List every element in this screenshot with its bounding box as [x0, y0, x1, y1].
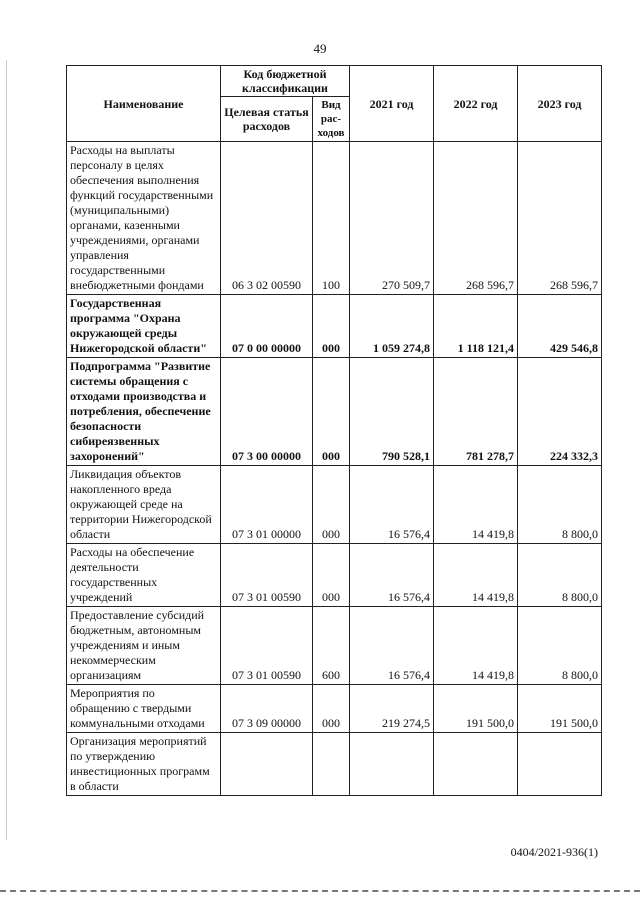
row-code [221, 733, 313, 796]
row-name: Организация мероприятий по утверждению инвестиционных программ в области [67, 733, 221, 796]
row-2023: 429 546,8 [518, 295, 602, 358]
header-2023: 2023 год [518, 66, 602, 142]
row-kind: 000 [313, 685, 350, 733]
table-row [67, 733, 602, 796]
table-row [67, 466, 602, 544]
scan-edge-line [0, 890, 640, 894]
header-kind: Вид рас-ходов [313, 97, 350, 142]
row-name: Подпрограмма "Развитие системы обращения с отходами производства и потребления, обеспечение безопасности сибиреязвенных захоронений" [67, 358, 221, 466]
table-row [67, 295, 602, 358]
row-2022: 268 596,7 [434, 142, 518, 295]
row-2021: 16 576,4 [350, 466, 434, 544]
table-row [67, 142, 602, 295]
header-code-group: Код бюджетной классификации [221, 66, 350, 97]
row-2021: 16 576,4 [350, 607, 434, 685]
row-2022: 1 118 121,4 [434, 295, 518, 358]
header-2021: 2021 год [350, 66, 434, 142]
row-kind [313, 733, 350, 796]
row-name: Расходы на выплаты персоналу в целях обеспечения выполнения функций государственными (муниципальными) органами, казенными учреждениями, органами управления государственными внебюджетными фондами [67, 142, 221, 295]
page-number: 49 [313, 41, 327, 56]
row-code: 07 3 09 00000 [221, 685, 313, 733]
row-2023: 8 800,0 [518, 466, 602, 544]
row-2021 [350, 733, 434, 796]
row-2022: 14 419,8 [434, 607, 518, 685]
table-body [67, 142, 602, 796]
row-2021: 16 576,4 [350, 544, 434, 607]
row-2022: 14 419,8 [434, 466, 518, 544]
header-2022: 2022 год [434, 66, 518, 142]
row-2023: 8 800,0 [518, 607, 602, 685]
row-kind: 000 [313, 295, 350, 358]
row-2022 [434, 733, 518, 796]
row-code: 07 3 01 00000 [221, 466, 313, 544]
row-name: Ликвидация объектов накопленного вреда окружающей среде на территории Нижегородской области [67, 466, 221, 544]
row-kind: 100 [313, 142, 350, 295]
table-header [67, 66, 602, 142]
budget-table [66, 65, 602, 796]
row-name: Мероприятия по обращению с твердыми коммунальными отходами [67, 685, 221, 733]
row-code: 06 3 02 00590 [221, 142, 313, 295]
row-name: Государственная программа "Охрана окружающей среды Нижегородской области" [67, 295, 221, 358]
row-code: 07 3 00 00000 [221, 358, 313, 466]
row-2023: 224 332,3 [518, 358, 602, 466]
document-code: 0404/2021-936(1) [510, 845, 598, 859]
row-kind: 000 [313, 358, 350, 466]
row-2023: 8 800,0 [518, 544, 602, 607]
row-2022: 14 419,8 [434, 544, 518, 607]
table-row [67, 544, 602, 607]
scan-margin-line [6, 60, 7, 840]
row-2022: 781 278,7 [434, 358, 518, 466]
row-2021: 1 059 274,8 [350, 295, 434, 358]
row-kind: 600 [313, 607, 350, 685]
table-row [67, 685, 602, 733]
row-code: 07 3 01 00590 [221, 544, 313, 607]
row-2023: 268 596,7 [518, 142, 602, 295]
row-code: 07 0 00 00000 [221, 295, 313, 358]
header-name: Наименование [67, 66, 221, 142]
row-kind: 000 [313, 544, 350, 607]
header-code: Целевая статья расходов [221, 97, 313, 142]
row-2021: 790 528,1 [350, 358, 434, 466]
row-name: Предоставление субсидий бюджетным, автономным учреждениям и иным некоммерческим организациям [67, 607, 221, 685]
row-kind: 000 [313, 466, 350, 544]
table-row [67, 358, 602, 466]
row-2023: 191 500,0 [518, 685, 602, 733]
row-2021: 219 274,5 [350, 685, 434, 733]
row-name: Расходы на обеспечение деятельности государственных учреждений [67, 544, 221, 607]
row-2022: 191 500,0 [434, 685, 518, 733]
table-row [67, 607, 602, 685]
row-code: 07 3 01 00590 [221, 607, 313, 685]
row-2021: 270 509,7 [350, 142, 434, 295]
row-2023 [518, 733, 602, 796]
